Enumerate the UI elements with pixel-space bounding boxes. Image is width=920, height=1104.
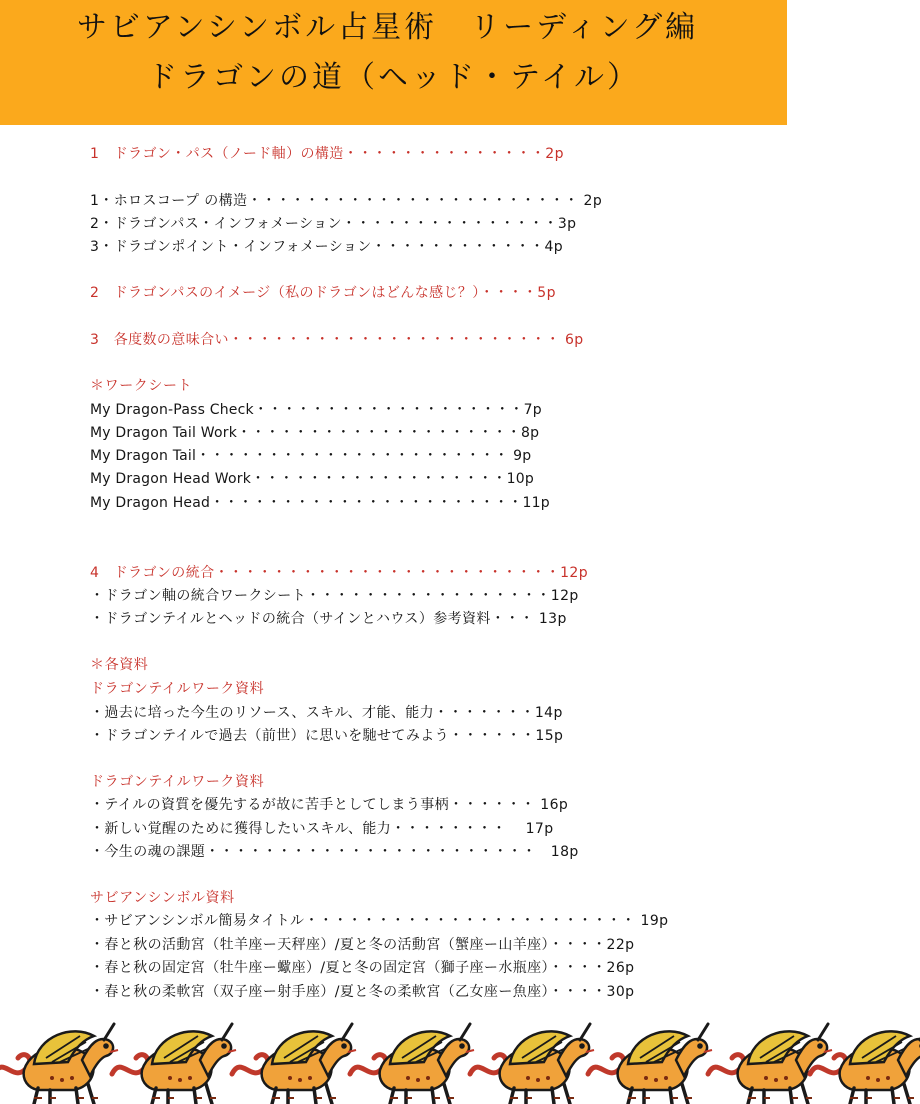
toc-item: ・今生の魂の課題・・・・・・・・・・・・・・・・・・・・・・・ 18p: [90, 844, 579, 860]
toc-item: ・ドラゴンテイルとヘッドの統合（サインとハウス）参考資料・・・ 13p: [90, 611, 567, 627]
toc-item: ・新しい覚醒のために獲得したいスキル、能力・・・・・・・・ 17p: [90, 821, 554, 837]
toc-item: ・春と秋の固定宮（牡牛座ー蠍座）/夏と冬の固定宮（獅子座ー水瓶座）・・・・26p: [90, 960, 635, 976]
worksheet-item: My Dragon Head・・・・・・・・・・・・・・・・・・・・・・11p: [90, 495, 550, 511]
tail-material-heading: ドラゴンテイルワーク資料: [90, 774, 265, 790]
tail-material-heading: ドラゴンテイルワーク資料: [90, 681, 265, 697]
toc-item: ・ドラゴン軸の統合ワークシート・・・・・・・・・・・・・・・・・12p: [90, 588, 579, 604]
toc-item: ・ドラゴンテイルで過去（前世）に思いを馳せてみよう・・・・・・15p: [90, 728, 564, 744]
materials-heading: ＊各資料: [90, 657, 149, 673]
toc-item: ・テイルの資質を優先するが故に苦手としてしまう事柄・・・・・・ 16p: [90, 797, 569, 813]
dragon-border: [0, 1014, 920, 1104]
toc-item: ・春と秋の活動宮（牡羊座ー天秤座）/夏と冬の活動宮（蟹座ー山羊座）・・・・22p: [90, 937, 635, 953]
worksheet-item: My Dragon Tail・・・・・・・・・・・・・・・・・・・・・・ 9p: [90, 448, 532, 464]
toc-item: 2・ドラゴンパス・インフォメーション・・・・・・・・・・・・・・・3p: [90, 216, 577, 232]
worksheet-heading: ＊ワークシート: [90, 378, 193, 394]
toc-section-3: 3 各度数の意味合い・・・・・・・・・・・・・・・・・・・・・・・ 6p: [90, 332, 584, 348]
toc-item: 1・ホロスコープ の構造・・・・・・・・・・・・・・・・・・・・・・・ 2p: [90, 193, 603, 209]
page-subtitle: ドラゴンの道（ヘッド・テイル）: [147, 60, 640, 95]
toc-item: ・春と秋の柔軟宮（双子座ー射手座）/夏と冬の柔軟宮（乙女座ー魚座）・・・・30p: [90, 984, 635, 1000]
sabian-heading: サビアンシンボル資料: [90, 890, 235, 906]
page-title: サビアンシンボル占星術 リーディング編: [76, 10, 699, 45]
worksheet-item: My Dragon-Pass Check・・・・・・・・・・・・・・・・・・・7p: [90, 402, 542, 418]
worksheet-item: My Dragon Head Work・・・・・・・・・・・・・・・・・・10p: [90, 471, 534, 487]
toc-item: 3・ドラゴンポイント・インフォメーション・・・・・・・・・・・・4p: [90, 239, 564, 255]
toc-section-1: 1 ドラゴン・パス（ノード軸）の構造・・・・・・・・・・・・・・2p: [90, 146, 564, 162]
toc-item: ・過去に培った今生のリソース、スキル、才能、能力・・・・・・・14p: [90, 705, 563, 721]
toc-item: ・サビアンシンボル簡易タイトル・・・・・・・・・・・・・・・・・・・・・・・ 19p: [90, 913, 669, 929]
toc-section-2: 2 ドラゴンパスのイメージ（私のドラゴンはどんな感じ？）・・・・5p: [90, 285, 556, 301]
toc-section-4: 4 ドラゴンの統合・・・・・・・・・・・・・・・・・・・・・・・・12p: [90, 565, 589, 581]
worksheet-item: My Dragon Tail Work・・・・・・・・・・・・・・・・・・・・8p: [90, 425, 540, 441]
